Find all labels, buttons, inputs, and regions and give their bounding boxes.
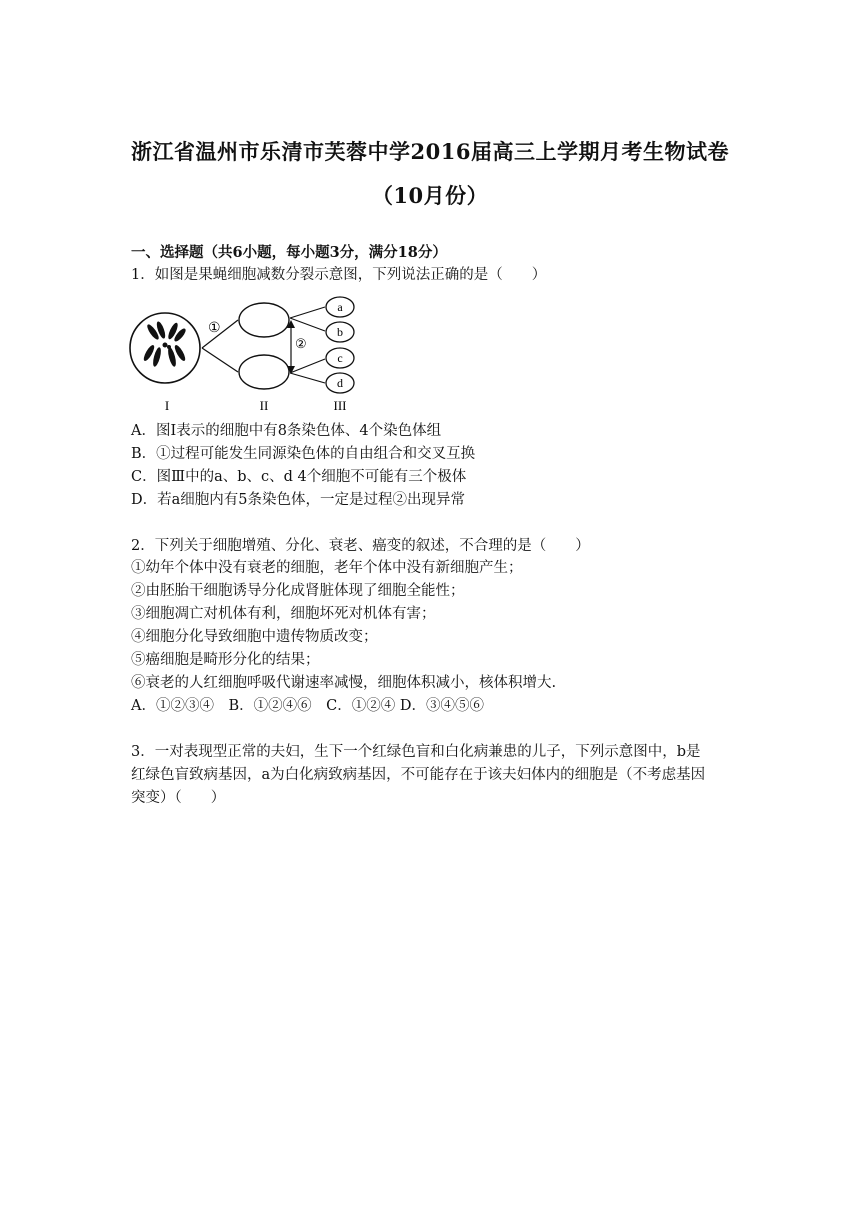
cell-ii-bottom — [239, 355, 289, 389]
q2-statement-2: ②由胚胎干细胞诱导分化成肾脏体现了细胞全能性； — [131, 583, 465, 599]
q2-statement-4: ④细胞分化导致细胞中遗传物质改变； — [131, 629, 378, 645]
cell-label-b: b — [337, 325, 343, 339]
question-3-line-3: 突变）（ ） — [131, 790, 226, 806]
cell-i — [130, 313, 200, 383]
section-heading: 一、选择题（共6小题，每小题3分，满分18分） — [131, 244, 447, 261]
q1-option-a: A．图Ⅰ表示的细胞中有8条染色体、4个染色体组 — [131, 423, 442, 439]
meiosis-diagram — [125, 290, 375, 415]
page-title: 浙江省温州市乐清市芙蓉中学2016届高三上学期月考生物试卷 — [131, 139, 729, 164]
q2-statement-1: ①幼年个体中没有衰老的细胞，老年个体中没有新细胞产生； — [131, 560, 523, 576]
q2-statement-3: ③细胞凋亡对机体有利，细胞坏死对机体有害； — [131, 606, 436, 622]
stage-label-ii: II — [259, 398, 269, 413]
stage-label-iii: III — [333, 398, 347, 413]
cell-label-d: d — [337, 376, 343, 390]
cell-label-a: a — [337, 300, 343, 314]
question-3-line-2: 红绿色盲致病基因，a为白化病致病基因，不可能存在于该夫妇体内的细胞是（不考虑基因 — [131, 767, 706, 783]
stage-label-i: I — [164, 398, 170, 413]
q2-options: A．①②③④ B．①②④⑥ C．①②④ D．③④⑤⑥ — [131, 698, 484, 714]
q2-statement-5: ⑤癌细胞是畸形分化的结果； — [131, 652, 320, 668]
cell-label-c: c — [337, 351, 343, 365]
process-1-label: ① — [208, 321, 221, 336]
page-subtitle: （10月份） — [371, 183, 489, 208]
q1-option-b: B．①过程可能发生同源染色体的自由组合和交叉互换 — [131, 446, 476, 462]
question-1-stem: 1．如图是果蝇细胞减数分裂示意图，下列说法正确的是（ ） — [131, 267, 547, 283]
chromosomes — [142, 321, 188, 368]
q1-option-d: D．若a细胞内有5条染色体，一定是过程②出现异常 — [131, 492, 465, 508]
cell-ii-top — [239, 303, 289, 337]
process-2-label: ② — [295, 336, 307, 351]
question-2-stem: 2．下列关于细胞增殖、分化、衰老、癌变的叙述，不合理的是（ ） — [131, 538, 590, 554]
q1-option-c: C．图Ⅲ中的a、b、c、d 4个细胞不可能有三个极体 — [131, 469, 467, 485]
q2-statement-6: ⑥衰老的人红细胞呼吸代谢速率减慢，细胞体积减小，核体积增大. — [131, 675, 557, 691]
question-3-line-1: 3．一对表现型正常的夫妇，生下一个红绿色盲和白化病兼患的儿子，下列示意图中，b是 — [131, 744, 701, 760]
